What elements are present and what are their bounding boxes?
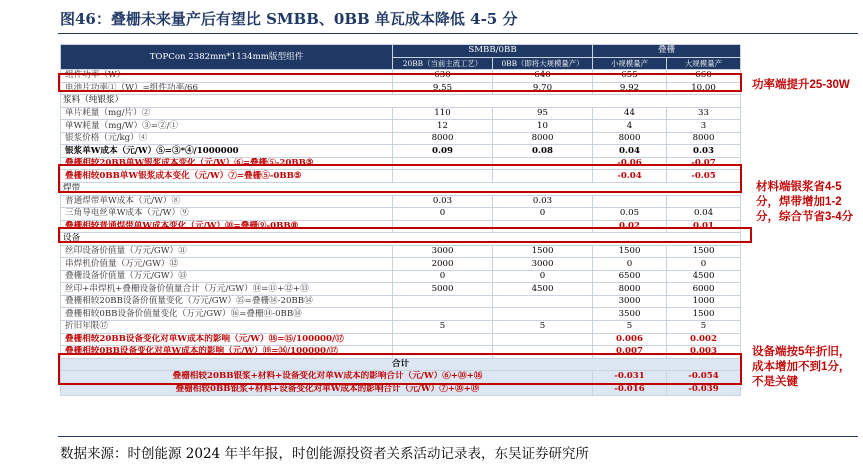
table-cell: 4500 — [493, 283, 593, 296]
table-cell — [493, 346, 593, 359]
table-cell: 660 — [667, 70, 741, 83]
section-header: 设备 — [61, 233, 741, 246]
table-cell: 1500 — [593, 245, 667, 258]
row-label: 三角导电丝单W成本（元/W）⑨ — [61, 208, 393, 221]
table-cell — [393, 220, 493, 233]
table-row — [61, 132, 741, 145]
table-cell — [393, 295, 493, 308]
table-row — [61, 195, 741, 208]
table-cell — [493, 308, 593, 321]
table-cell: 9.92 — [593, 82, 667, 95]
table-row — [61, 145, 741, 158]
table-row — [61, 371, 741, 384]
section-header: 浆料（纯银浆） — [61, 95, 741, 108]
table-cell — [393, 157, 493, 170]
table-row — [61, 233, 741, 246]
table-cell: 5 — [393, 321, 493, 334]
subheader-0bb: 0BB（即将大规模量产） — [493, 57, 593, 70]
table-row — [61, 82, 741, 95]
table-cell: 12 — [393, 120, 493, 133]
annotation-power: 功率端提升25-30W — [752, 79, 850, 91]
subheader-small-scale: 小规模量产 — [593, 57, 667, 70]
row-label: 电池片功率①（W）=组件功率/66 — [61, 82, 393, 95]
table-cell: 0 — [493, 270, 593, 283]
table-cell: 0.006 — [593, 333, 667, 346]
table-cell — [493, 295, 593, 308]
row-label: 组件功率（W） — [61, 70, 393, 83]
row-label: 叠栅相较0BB银浆+材料+设备变化对单W成本的影响合计（元/W）⑦+⑩+⑲ — [61, 383, 593, 396]
table-cell: 4500 — [667, 270, 741, 283]
table-cell: 0.002 — [667, 333, 741, 346]
table-body — [61, 70, 741, 396]
table-cell: -0.04 — [593, 170, 667, 183]
table-row — [61, 157, 741, 170]
table-cell: 0.09 — [393, 145, 493, 158]
table-cell: 95 — [493, 107, 593, 120]
figure-header — [0, 0, 863, 40]
table-cell: 8000 — [493, 132, 593, 145]
table-cell: 5 — [493, 321, 593, 334]
table-cell: 5 — [667, 321, 741, 334]
table-row — [61, 270, 741, 283]
table-row — [61, 245, 741, 258]
table-cell: 0 — [667, 258, 741, 271]
table-cell: 3 — [667, 120, 741, 133]
table-cell: 0.08 — [493, 145, 593, 158]
row-label: 丝印+串焊机+叠栅设备价值量合计（万元/GW）⑭=⑪+⑫+⑬ — [61, 283, 393, 296]
row-label: 叠栅相较0BB设备价值量变化（万元/GW）⑯=叠栅⑭-0BB⑭ — [61, 308, 393, 321]
table-cell: 0.03 — [493, 195, 593, 208]
section-header: 合计 — [61, 358, 741, 371]
row-label: 普通焊带单W成本（元/W）⑧ — [61, 195, 393, 208]
table-cell: 4 — [593, 120, 667, 133]
cost-comparison-table — [60, 44, 741, 396]
table-row — [61, 70, 741, 83]
table-row — [61, 183, 741, 196]
table-cell: 1500 — [493, 245, 593, 258]
table-cell: 8000 — [667, 132, 741, 145]
table-row — [61, 95, 741, 108]
row-label: 丝印设备价值量（万元/GW）⑪ — [61, 245, 393, 258]
table-cell: -0.016 — [593, 383, 667, 396]
table-cell: -0.031 — [593, 371, 667, 384]
table-row — [61, 346, 741, 359]
row-label: 叠栅相较20BB银浆+材料+设备变化对单W成本的影响合计（元/W）⑥+⑩+⑱ — [61, 371, 593, 384]
corner-header: TOPCon 2382mm*1134mm版型组件 — [61, 45, 393, 70]
group-header-smbb: SMBB/0BB — [393, 45, 593, 58]
footer-divider — [58, 436, 858, 437]
table-cell — [393, 170, 493, 183]
table-cell: 2000 — [393, 258, 493, 271]
table-cell: 8000 — [393, 132, 493, 145]
table-cell: -0.06 — [593, 157, 667, 170]
table-cell — [593, 195, 667, 208]
table-cell: 0.04 — [593, 145, 667, 158]
table-cell: 5000 — [393, 283, 493, 296]
table-cell: 655 — [593, 70, 667, 83]
table-row — [61, 208, 741, 221]
table-row — [61, 120, 741, 133]
table-row — [61, 170, 741, 183]
table-cell: 0 — [593, 258, 667, 271]
table-cell: 0.03 — [667, 145, 741, 158]
table-cell: 640 — [493, 70, 593, 83]
table-cell: -0.05 — [667, 170, 741, 183]
row-label: 叠栅相较0BB单W银浆成本变化（元/W）⑦=叠栅⑤-0BB⑤ — [61, 170, 393, 183]
table-cell — [493, 170, 593, 183]
table-cell — [493, 220, 593, 233]
table-cell: 10.00 — [667, 82, 741, 95]
table-cell — [393, 308, 493, 321]
row-label: 叠栅相较20BB设备变化对单W成本的影响（元/W）⑱=⑮/100000/⑰ — [61, 333, 393, 346]
table-cell: 44 — [593, 107, 667, 120]
annotation-equipment: 设备端按5年折旧，成本增加不到1分，不是关键 — [752, 346, 851, 388]
row-label: 叠栅相较0BB设备变化对单W成本的影响（元/W）⑲=⑯/100000/⑰ — [61, 346, 393, 359]
table-cell: 630 — [393, 70, 493, 83]
table-row — [61, 220, 741, 233]
table-cell: 9.70 — [493, 82, 593, 95]
table-cell: 0.02 — [593, 220, 667, 233]
table-cell: 0 — [493, 208, 593, 221]
table-cell: 6500 — [593, 270, 667, 283]
table-cell: 8000 — [593, 283, 667, 296]
table-cell: 10 — [493, 120, 593, 133]
subheader-large-scale: 大规模量产 — [667, 57, 741, 70]
table-cell: 0.01 — [667, 220, 741, 233]
table-cell: 0.05 — [593, 208, 667, 221]
table-cell: -0.054 — [667, 371, 741, 384]
table-cell: 0.007 — [593, 346, 667, 359]
table-cell — [393, 346, 493, 359]
row-label: 叠栅设备价值量（万元/GW）⑬ — [61, 270, 393, 283]
table-row — [61, 283, 741, 296]
table-cell: 9.55 — [393, 82, 493, 95]
figure-title: 图46：叠栅未来量产后有望比 SMBB、0BB 单瓦成本降低 4-5 分 — [60, 10, 518, 28]
row-label: 单W耗量（mg/W）③=②/① — [61, 120, 393, 133]
table-cell: 110 — [393, 107, 493, 120]
table-cell: -0.039 — [667, 383, 741, 396]
table-row — [61, 258, 741, 271]
table-row — [61, 383, 741, 396]
group-header-stack: 叠栅 — [593, 45, 741, 58]
table-cell — [493, 333, 593, 346]
table-cell — [667, 195, 741, 208]
table-cell: 33 — [667, 107, 741, 120]
row-label: 银浆单W成本（元/W）⑤=③*④/1000000 — [61, 145, 393, 158]
table-cell: 3000 — [593, 295, 667, 308]
table-cell: 0.003 — [667, 346, 741, 359]
title-divider — [58, 33, 858, 34]
table-cell: 6000 — [667, 283, 741, 296]
table-cell: 0.03 — [393, 195, 493, 208]
table-cell — [493, 157, 593, 170]
table-cell: 0.04 — [667, 208, 741, 221]
table-row — [61, 107, 741, 120]
section-header: 焊带 — [61, 183, 741, 196]
table-cell: 5 — [593, 321, 667, 334]
annotation-materials: 材料端银浆省4-5分，焊带增加1-2分，综合节省3-4分 — [756, 181, 854, 223]
row-label: 折旧年限⑰ — [61, 321, 393, 334]
subheader-20bb: 20BB（当前主流工艺） — [393, 57, 493, 70]
row-label: 叠栅相较普通焊带单W成本变化（元/W）⑩=叠栅⑨-0BB⑧ — [61, 220, 393, 233]
row-label: 银浆价格（元/kg）④ — [61, 132, 393, 145]
row-label: 叠栅相较20BB设备价值量变化（万元/GW）⑮=叠栅⑭-20BB⑭ — [61, 295, 393, 308]
table-cell: 0 — [393, 208, 493, 221]
table-cell: 3000 — [493, 258, 593, 271]
table-cell: 1500 — [667, 308, 741, 321]
table-cell: 1500 — [667, 245, 741, 258]
table-cell: 3500 — [593, 308, 667, 321]
table-cell: 1000 — [667, 295, 741, 308]
table-cell: 0 — [393, 270, 493, 283]
row-label: 单片耗量（mg/片）② — [61, 107, 393, 120]
table-cell — [393, 333, 493, 346]
table-row — [61, 333, 741, 346]
table-row — [61, 358, 741, 371]
table-row — [61, 321, 741, 334]
row-label: 叠栅相较20BB单W银浆成本变化（元/W）⑥=叠栅⑤-20BB⑤ — [61, 157, 393, 170]
table-cell: 8000 — [593, 132, 667, 145]
table-cell: 3000 — [393, 245, 493, 258]
table-row — [61, 295, 741, 308]
table-row — [61, 308, 741, 321]
row-label: 串焊机价值量（万元/GW）⑫ — [61, 258, 393, 271]
table-cell: -0.07 — [667, 157, 741, 170]
source-note: 数据来源：时创能源 2024 年半年报，时创能源投资者关系活动记录表，东吴证券研究所 — [60, 446, 589, 462]
